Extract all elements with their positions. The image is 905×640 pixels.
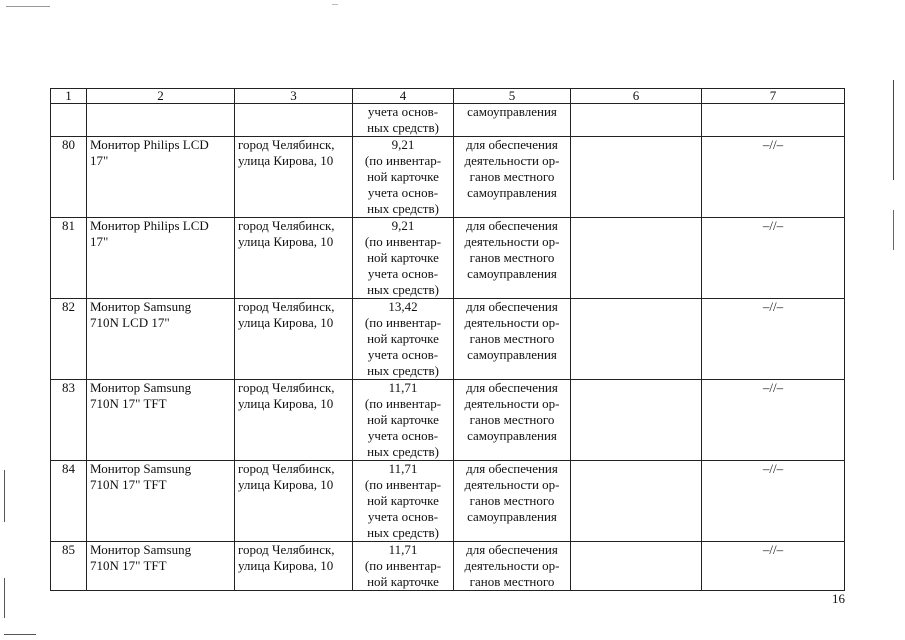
cell-value: [353, 104, 454, 137]
cell-line: самоуправления: [467, 185, 557, 200]
cell-line: самоуправления: [467, 104, 557, 119]
cell-name: [87, 299, 235, 380]
cell-line: 11,71: [388, 542, 418, 557]
cell-line: улица Кирова, 10: [238, 153, 334, 168]
cell-line: для обеспечения: [466, 542, 558, 557]
continuation-row: [51, 104, 845, 137]
cell-address: [235, 104, 353, 137]
cell-line: самоуправления: [467, 347, 557, 362]
cell-col6: [571, 542, 702, 591]
cell-col6: [571, 218, 702, 299]
cell-line: ганов местного: [469, 412, 555, 427]
cell-line: ных средств): [367, 444, 439, 459]
cell-line: улица Кирова, 10: [238, 234, 334, 249]
cell-line: самоуправления: [467, 509, 557, 524]
cell-line: учета основ-: [367, 347, 439, 362]
cell-line: Монитор Philips LCD: [90, 218, 209, 233]
cell-number: 81: [51, 218, 87, 299]
table-row: [51, 299, 845, 380]
scan-artifact: [6, 6, 50, 7]
cell-line: Монитор Samsung: [90, 380, 192, 395]
cell-line: деятельности ор-: [464, 477, 560, 492]
cell-value: [353, 542, 454, 591]
cell-col7: [702, 104, 845, 137]
cell-line: ных средств): [367, 201, 439, 216]
cell-line: ганов местного: [469, 493, 555, 508]
scan-artifact: [893, 80, 894, 180]
cell-line: город Челябинск,: [238, 380, 335, 395]
cell-line: ных средств): [367, 282, 439, 297]
page-number: 16: [832, 591, 845, 606]
cell-line: учета основ-: [367, 185, 439, 200]
cell-line: (по инвентар-: [364, 477, 442, 492]
cell-number: 83: [51, 380, 87, 461]
cell-col6: [571, 104, 702, 137]
cell-line: город Челябинск,: [238, 299, 335, 314]
header-cell: 7: [702, 89, 845, 104]
cell-name: [87, 104, 235, 137]
table-row: [51, 542, 845, 591]
cell-line: 710N 17" TFT: [90, 477, 167, 492]
cell-line: деятельности ор-: [464, 153, 560, 168]
cell-address: [235, 137, 353, 218]
cell-line: учета основ-: [367, 266, 439, 281]
cell-col7: –//–: [702, 461, 845, 542]
cell-line: улица Кирова, 10: [238, 315, 334, 330]
header-cell: 1: [51, 89, 87, 104]
cell-line: Монитор Philips LCD: [90, 137, 209, 152]
cell-name: [87, 218, 235, 299]
cell-line: 11,71: [388, 461, 418, 476]
cell-name: [87, 461, 235, 542]
cell-line: 9,21: [391, 137, 415, 152]
cell-number: [51, 104, 87, 137]
cell-line: (по инвентар-: [364, 315, 442, 330]
cell-number: 82: [51, 299, 87, 380]
cell-line: для обеспечения: [466, 299, 558, 314]
cell-line: ных средств): [367, 525, 439, 540]
cell-line: город Челябинск,: [238, 137, 335, 152]
table-row: [51, 218, 845, 299]
scan-artifact: [4, 470, 5, 522]
cell-col7: –//–: [702, 299, 845, 380]
cell-number: 80: [51, 137, 87, 218]
cell-line: учета основ-: [367, 104, 439, 119]
cell-purpose: [454, 380, 571, 461]
cell-line: ной карточке: [367, 169, 439, 184]
cell-name: [87, 542, 235, 591]
cell-line: улица Кирова, 10: [238, 558, 334, 573]
cell-name: [87, 137, 235, 218]
scan-artifact: [893, 210, 894, 250]
cell-line: ганов местного: [469, 250, 555, 265]
cell-line: улица Кирова, 10: [238, 396, 334, 411]
cell-line: (по инвентар-: [364, 396, 442, 411]
cell-line: ной карточке: [367, 412, 439, 427]
cell-value: [353, 218, 454, 299]
cell-col7: –//–: [702, 542, 845, 591]
cell-address: [235, 380, 353, 461]
header-cell: 6: [571, 89, 702, 104]
cell-line: (по инвентар-: [364, 558, 442, 573]
cell-line: ной карточке: [367, 250, 439, 265]
cell-address: [235, 542, 353, 591]
cell-line: ганов местного: [469, 169, 555, 184]
cell-line: (по инвентар-: [364, 234, 442, 249]
cell-line: 17": [90, 234, 109, 249]
cell-line: 710N 17" TFT: [90, 396, 167, 411]
scan-artifact: [4, 578, 5, 618]
cell-line: (по инвентар-: [364, 153, 442, 168]
cell-line: улица Кирова, 10: [238, 477, 334, 492]
cell-line: Монитор Samsung: [90, 299, 192, 314]
table-row: [51, 461, 845, 542]
cell-line: город Челябинск,: [238, 461, 335, 476]
cell-line: 11,71: [388, 380, 418, 395]
inventory-table: [50, 88, 845, 591]
cell-name: [87, 380, 235, 461]
cell-value: [353, 137, 454, 218]
cell-line: 710N 17" TFT: [90, 558, 167, 573]
cell-line: для обеспечения: [466, 461, 558, 476]
cell-number: 85: [51, 542, 87, 591]
cell-purpose: [454, 137, 571, 218]
cell-line: 710N LCD 17": [90, 315, 170, 330]
cell-line: город Челябинск,: [238, 218, 335, 233]
cell-line: для обеспечения: [466, 137, 558, 152]
cell-line: деятельности ор-: [464, 315, 560, 330]
cell-line: 17": [90, 153, 109, 168]
cell-line: самоуправления: [467, 266, 557, 281]
scan-artifact: [332, 4, 338, 5]
cell-col7: –//–: [702, 218, 845, 299]
cell-line: самоуправления: [467, 428, 557, 443]
cell-purpose: [454, 299, 571, 380]
cell-line: деятельности ор-: [464, 234, 560, 249]
cell-line: 9,21: [391, 218, 415, 233]
header-cell: 5: [454, 89, 571, 104]
table-row: [51, 380, 845, 461]
cell-line: 13,42: [388, 299, 418, 314]
cell-address: [235, 461, 353, 542]
cell-line: ганов местного: [469, 574, 555, 589]
table-row: [51, 137, 845, 218]
header-cell: 2: [87, 89, 235, 104]
header-cell: 4: [353, 89, 454, 104]
cell-line: деятельности ор-: [464, 558, 560, 573]
cell-line: для обеспечения: [466, 380, 558, 395]
cell-line: ных средств): [367, 363, 439, 378]
cell-number: 84: [51, 461, 87, 542]
cell-col6: [571, 137, 702, 218]
cell-line: деятельности ор-: [464, 396, 560, 411]
cell-value: [353, 299, 454, 380]
table-header-row: [51, 89, 845, 104]
cell-line: город Челябинск,: [238, 542, 335, 557]
cell-purpose: [454, 461, 571, 542]
cell-purpose: [454, 104, 571, 137]
cell-col6: [571, 380, 702, 461]
cell-line: Монитор Samsung: [90, 542, 192, 557]
cell-address: [235, 218, 353, 299]
header-cell: 3: [235, 89, 353, 104]
cell-address: [235, 299, 353, 380]
cell-line: учета основ-: [367, 509, 439, 524]
cell-purpose: [454, 218, 571, 299]
cell-line: Монитор Samsung: [90, 461, 192, 476]
cell-col6: [571, 461, 702, 542]
cell-purpose: [454, 542, 571, 591]
cell-line: ганов местного: [469, 331, 555, 346]
cell-line: для обеспечения: [466, 218, 558, 233]
cell-col7: –//–: [702, 137, 845, 218]
cell-line: ной карточке: [367, 331, 439, 346]
cell-col7: –//–: [702, 380, 845, 461]
scan-artifact: [4, 634, 36, 635]
cell-line: ной карточке: [367, 574, 439, 589]
cell-value: [353, 380, 454, 461]
cell-line: ной карточке: [367, 493, 439, 508]
cell-value: [353, 461, 454, 542]
cell-line: учета основ-: [367, 428, 439, 443]
cell-col6: [571, 299, 702, 380]
cell-line: ных средств): [367, 120, 439, 135]
